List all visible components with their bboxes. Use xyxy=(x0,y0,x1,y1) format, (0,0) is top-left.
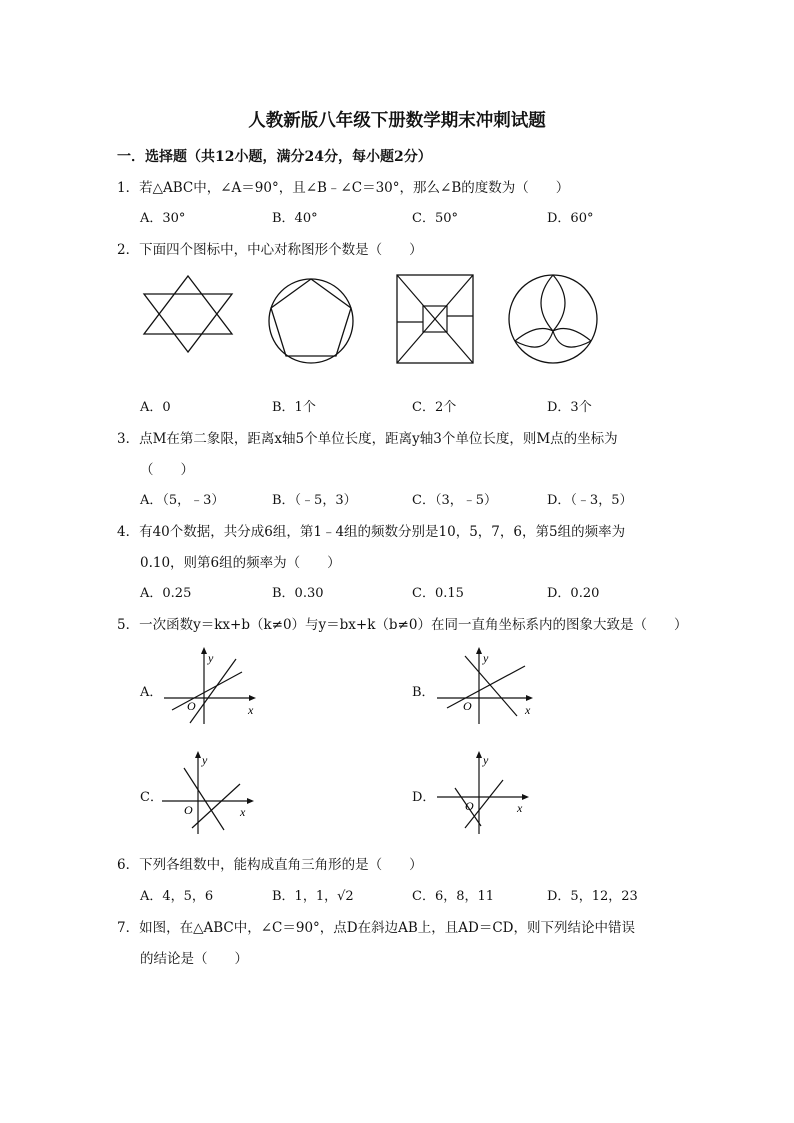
graph-d xyxy=(433,748,533,836)
pentagon-circle-figure xyxy=(266,276,356,366)
question-6: 6．下列各组数中，能构成直角三角形的是（ ） xyxy=(117,857,423,873)
svg-text:y: y xyxy=(208,651,214,665)
q5-option-a[interactable]: A． xyxy=(140,685,163,700)
q4-option-d[interactable]: D．0.20 xyxy=(547,586,600,601)
q6-option-a[interactable]: A．4，5，6 xyxy=(140,889,214,904)
svg-text:O: O xyxy=(184,803,193,817)
q2-option-c[interactable]: C．2个 xyxy=(412,400,457,415)
q1-option-d[interactable]: D．60° xyxy=(547,211,594,226)
page-title: 人教新版八年级下册数学期末冲刺试题 xyxy=(248,111,546,131)
svg-text:y: y xyxy=(483,651,489,665)
question-7-cont: 的结论是（ ） xyxy=(140,951,248,967)
q5-option-d[interactable]: D． xyxy=(412,790,436,805)
svg-text:x: x xyxy=(517,801,523,815)
q3-option-a[interactable]: A．（5，﹣3） xyxy=(140,493,225,508)
square-pinwheel-figure xyxy=(396,274,474,364)
question-3-cont: （ ） xyxy=(140,462,194,478)
q2-option-a[interactable]: A．0 xyxy=(140,400,171,415)
q6-option-d[interactable]: D．5，12，23 xyxy=(547,889,638,904)
svg-text:y: y xyxy=(483,753,489,767)
q5-option-c[interactable]: C． xyxy=(140,790,163,805)
svg-text:y: y xyxy=(202,753,208,767)
question-4-cont: 0.10，则第6组的频率为（ ） xyxy=(140,555,341,571)
q6-option-c[interactable]: C．6，8，11 xyxy=(412,889,495,904)
q1-option-b[interactable]: B．40° xyxy=(272,211,318,226)
q4-option-b[interactable]: B．0.30 xyxy=(272,586,324,601)
graph-c xyxy=(158,748,258,836)
graph-a xyxy=(160,644,260,726)
q3-option-c[interactable]: C．（3，﹣5） xyxy=(412,493,497,508)
question-1: 1．若△ABC中，∠A＝90°，且∠B﹣∠C＝30°，那么∠B的度数为（ ） xyxy=(117,180,570,196)
question-5: 5．一次函数y＝kx+b（k≠0）与y＝bx+k（b≠0）在同一直角坐标系内的图象大致是（ ） xyxy=(117,617,688,633)
q3-option-b[interactable]: B．（﹣5，3） xyxy=(272,493,357,508)
q1-option-c[interactable]: C．50° xyxy=(412,211,458,226)
svg-text:x: x xyxy=(525,703,531,717)
q3-option-d[interactable]: D．（﹣3，5） xyxy=(547,493,633,508)
question-3: 3．点M在第二象限，距离x轴5个单位长度，距离y轴3个单位长度，则M点的坐标为 xyxy=(117,431,618,447)
question-4: 4．有40个数据，共分成6组，第1﹣4组的频数分别是10，5，7，6，第5组的频率为 xyxy=(117,524,626,540)
question-7: 7．如图，在△ABC中，∠C＝90°，点D在斜边AB上，且AD＝CD，则下列结论中错误 xyxy=(117,920,636,936)
star-figure xyxy=(140,272,236,356)
three-arcs-figure xyxy=(507,273,599,365)
svg-text:O: O xyxy=(187,699,196,713)
graph-b xyxy=(433,644,539,726)
svg-text:O: O xyxy=(463,699,472,713)
q5-option-b[interactable]: B． xyxy=(412,685,435,700)
q4-option-c[interactable]: C．0.15 xyxy=(412,586,464,601)
svg-text:x: x xyxy=(240,805,246,819)
section-heading: 一．选择题（共12小题，满分24分，每小题2分） xyxy=(117,149,432,165)
svg-text:x: x xyxy=(248,703,254,717)
svg-text:O: O xyxy=(465,799,474,813)
question-2: 2．下面四个图标中，中心对称图形个数是（ ） xyxy=(117,242,423,258)
q6-option-b[interactable]: B．1，1，√2 xyxy=(272,889,354,904)
q2-option-b[interactable]: B．1个 xyxy=(272,400,316,415)
q2-option-d[interactable]: D．3个 xyxy=(547,400,592,415)
q4-option-a[interactable]: A．0.25 xyxy=(140,586,192,601)
q1-option-a[interactable]: A．30° xyxy=(140,211,186,226)
